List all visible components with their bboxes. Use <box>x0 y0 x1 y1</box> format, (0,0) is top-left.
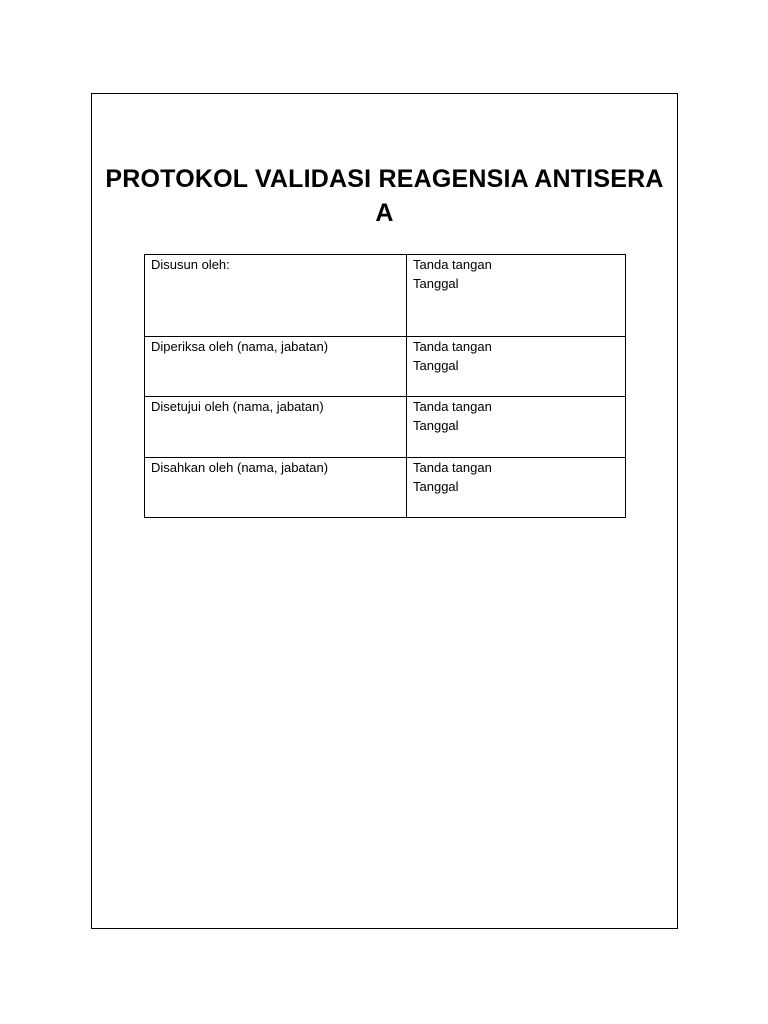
date-label: Tanggal <box>413 479 459 494</box>
role-cell <box>145 337 407 397</box>
document-page <box>91 93 678 929</box>
signature-cell <box>407 397 626 458</box>
signature-label: Tanda tangan <box>413 460 492 475</box>
role-cell <box>145 255 407 337</box>
role-label: Diperiksa oleh (nama, jabatan) <box>151 339 329 354</box>
date-label: Tanggal <box>413 358 459 373</box>
table-row <box>145 397 626 458</box>
table-row <box>145 458 626 518</box>
role-label: Disetujui oleh (nama, jabatan) <box>151 399 324 414</box>
role-cell <box>145 397 407 458</box>
signature-cell <box>407 337 626 397</box>
signature-label: Tanda tangan <box>413 399 492 414</box>
role-label: Disusun oleh: <box>151 257 230 272</box>
date-label: Tanggal <box>413 276 459 291</box>
document-title: PROTOKOL VALIDASI REAGENSIA ANTISERA A <box>105 165 664 227</box>
table-row <box>145 255 626 337</box>
signature-cell <box>407 458 626 518</box>
signature-label: Tanda tangan <box>413 257 492 272</box>
date-label: Tanggal <box>413 418 459 433</box>
signature-cell <box>407 255 626 337</box>
table-row <box>145 337 626 397</box>
signature-label: Tanda tangan <box>413 339 492 354</box>
role-label: Disahkan oleh (nama, jabatan) <box>151 460 329 475</box>
role-cell <box>145 458 407 518</box>
approval-table <box>144 254 626 518</box>
